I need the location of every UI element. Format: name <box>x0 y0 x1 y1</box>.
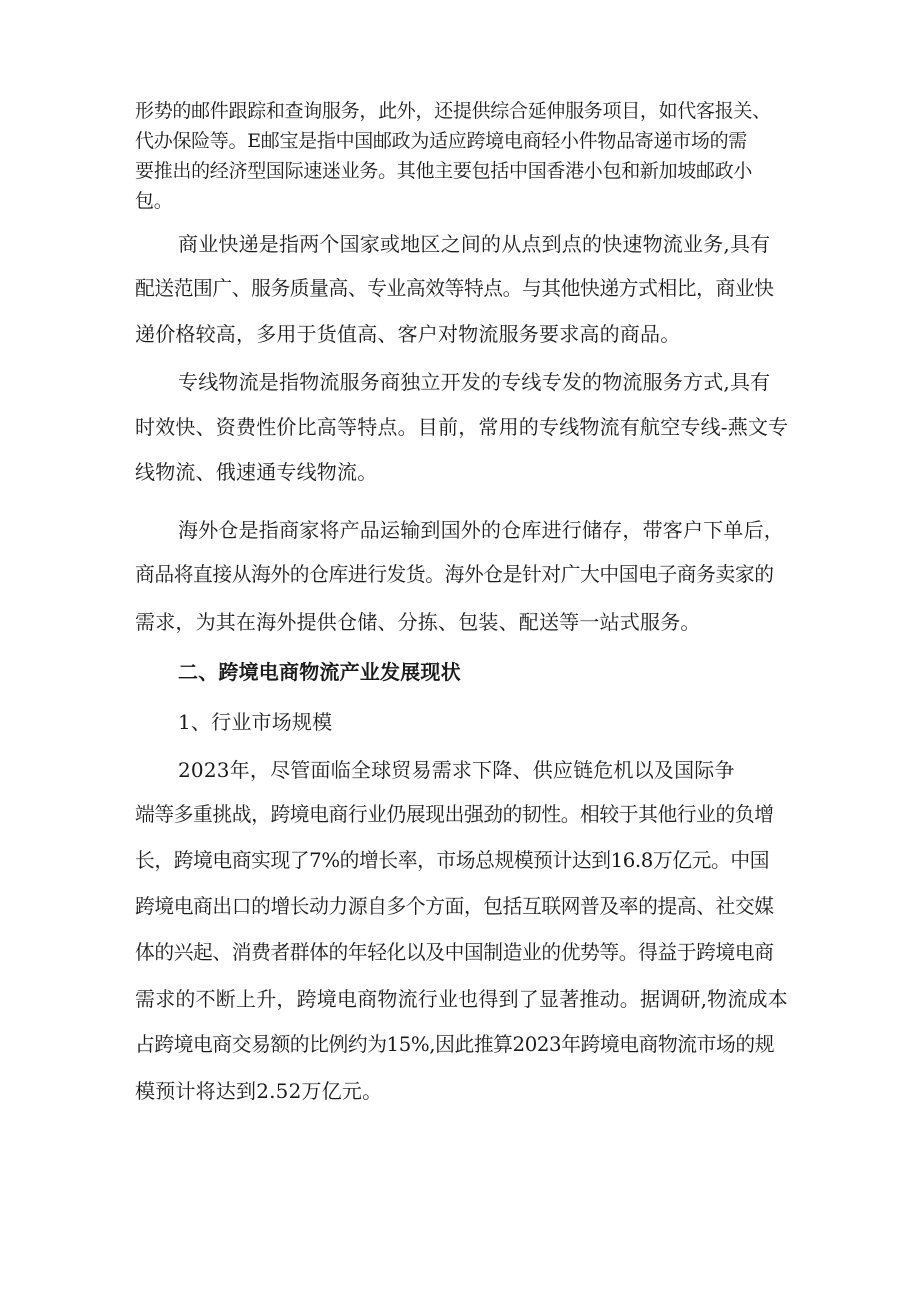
subsection-heading: 1、行业市场规模 <box>178 710 333 734</box>
text-line: 体的兴起、消费者群体的年轻化以及中国制造业的优势等。得益于跨境电商 <box>135 941 774 964</box>
text-line: 长，跨境电商实现了7%的增长率，市场总规模预计达到16.8万亿元。中国 <box>135 849 770 872</box>
text-line: 代办保险等。E邮宝是指中国邮政为适应跨境电商轻小件物品寄递市场的需 <box>135 130 747 152</box>
text-line: 时效快、资费性价比高等特点。目前，常用的专线物流有航空专线-燕文专 <box>135 415 789 439</box>
text-line: 包。 <box>135 190 173 212</box>
section-heading: 二、跨境电商物流产业发展现状 <box>178 660 461 684</box>
text-line: 占跨境电商交易额的比例约为15%,因此推算2023年跨境电商物流市场的规 <box>135 1033 775 1056</box>
text-line: 模预计将达到2.52万亿元。 <box>135 1079 383 1103</box>
text-line: 递价格较高，多用于货值高、客户对物流服务要求高的商品。 <box>135 322 681 346</box>
text-line: 配送范围广、服务质量高、专业高效等特点。与其他快递方式相比，商业快 <box>135 277 774 300</box>
text-line: 跨境电商出口的增长动力源自多个方面，包括互联网普及率的提高、社交媒 <box>135 895 774 918</box>
text-line: 需求的不断上升，跨境电商物流行业也得到了显著推动。据调研,物流成本 <box>135 987 788 1011</box>
text-line: 形势的邮件跟踪和查询服务，此外，还提供综合延伸服务项目，如代客报关、 <box>135 100 771 122</box>
text-line: 商业快递是指两个国家或地区之间的从点到点的快速物流业务,具有 <box>178 232 771 256</box>
text-line: 海外仓是指商家将产品运输到国外的仓库进行储存，带客户下单后， <box>178 518 784 542</box>
text-line: 线物流、俄速通专线物流。 <box>135 460 378 484</box>
text-line: 需求，为其在海外提供仓储、分拣、包装、配送等一站式服务。 <box>135 610 701 634</box>
text-line: 商品将直接从海外的仓库进行发货。海外仓是针对广大中国电子商务卖家的 <box>135 563 774 586</box>
text-line: 端等多重挑战，跨境电商行业仍展现出强劲的韧性。相较于其他行业的负增 <box>135 803 774 826</box>
text-line: 2023年，尽管面临全球贸易需求下降、供应链危机以及国际争 <box>178 758 735 782</box>
text-line: 专线物流是指物流服务商独立开发的专线专发的物流服务方式,具有 <box>178 370 771 394</box>
text-line: 要推出的经济型国际速迷业务。其他主要包括中国香港小包和新加坡邮政小 <box>135 160 753 182</box>
